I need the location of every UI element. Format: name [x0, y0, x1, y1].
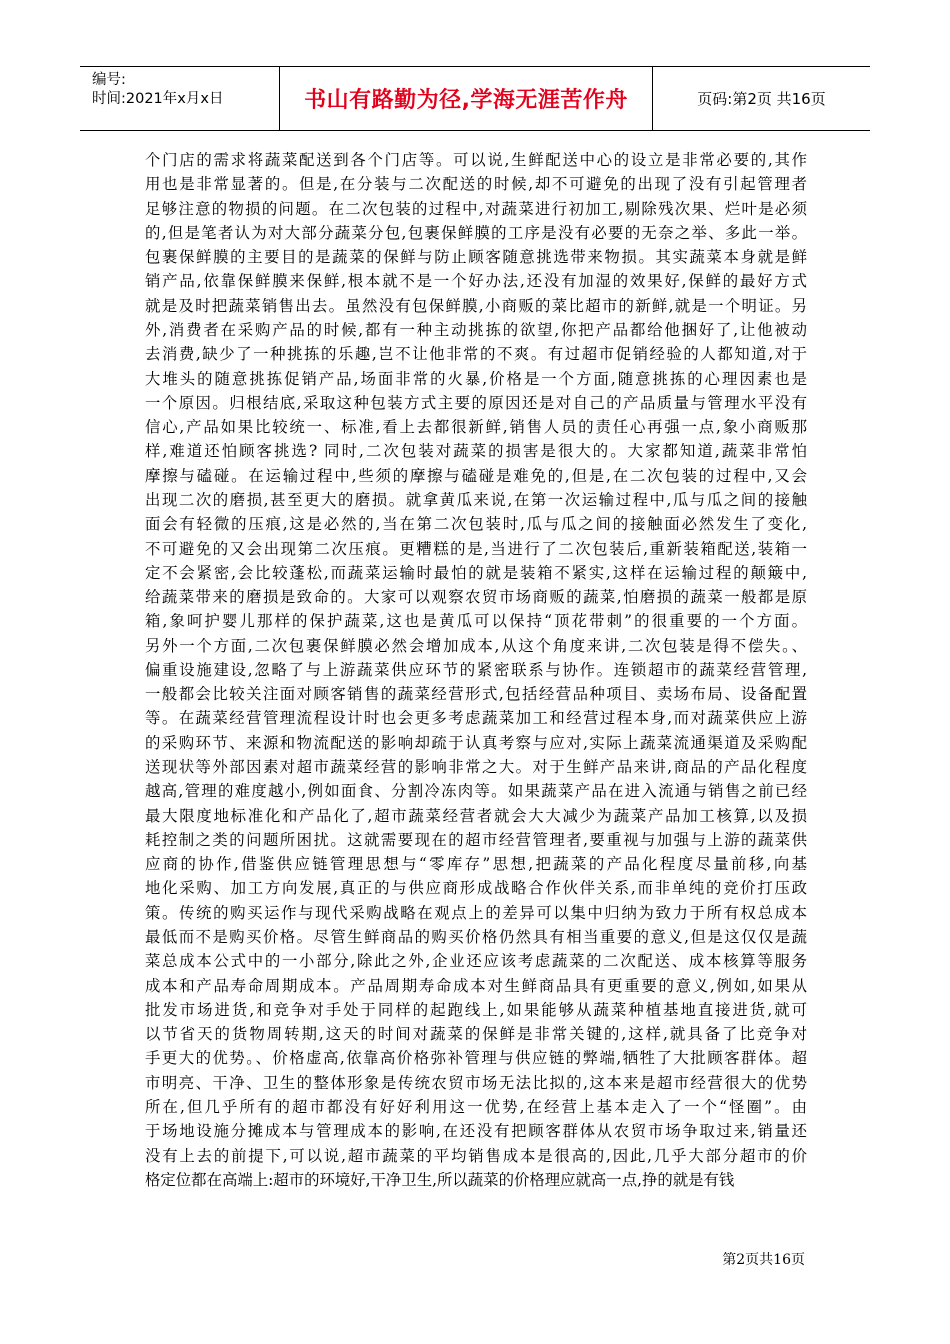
body-line: 手更大的优势。、价格虚高,依靠高价格弥补管理与供应链的弊端,牺牲了大批顾客群体。超: [145, 1049, 807, 1068]
body-line: 给蔬菜带来的磨损是致命的。大家可以观察农贸市场商贩的蔬菜,怕磨损的蔬菜一般都是原: [145, 588, 807, 607]
body-line: 以节省天的货物周转期,这天的时间对蔬菜的保鲜是非常关键的,这样,就具备了比竞争对: [145, 1025, 807, 1044]
body-line: 的采购环节、来源和物流配送的影响却疏于认真考察与应对,实际上蔬菜流通渠道及采购配: [145, 733, 807, 752]
body-line: 耗控制之类的问题所困扰。这就需要现在的超市经营管理者,要重视与加强与上游的蔬菜供: [145, 830, 807, 849]
body-line: 批发市场进货,和竞争对手处于同样的起跑线上,如果能够从蔬菜种植基地直接进货,就可: [145, 1000, 807, 1019]
body-line: 摩擦与磕碰。在运输过程中,些须的摩擦与磕碰是难免的,但是,在二次包装的过程中,又会: [145, 466, 807, 485]
body-line: 应商的协作,借鉴供应链管理思想与“零库存”思想,把蔬菜的产品化程度尽量前移,向基: [145, 855, 807, 874]
body-line: 最大限度地标准化和产品化了,超市蔬菜经营者就会大大减少为蔬菜产品加工核算,以及损: [145, 806, 807, 825]
document-number-label: 编号:: [92, 72, 126, 88]
body-line: 外,消费者在采购产品的时候,都有一种主动挑拣的欲望,你把产品都给他捆好了,让他被动: [145, 320, 807, 339]
body-line: 最低而不是购买价格。尽管生鲜商品的购买价格仍然具有相当重要的意义,但是这仅仅是蔬: [145, 928, 807, 946]
body-line: 送现状等外部因素对超市蔬菜经营的影响非常之大。对于生鲜产品来讲,商品的产品化程度: [145, 758, 807, 777]
body-line: 市明亮、干净、卫生的整体形象是传统农贸市场无法比拟的,这本来是超市经营很大的优势: [145, 1073, 807, 1092]
body-line: 菜总成本公式中的一小部分,除此之外,企业还应该考虑蔬菜的二次配送、成本核算等服务: [145, 952, 807, 971]
body-line: 就是及时把蔬菜销售出去。虽然没有包保鲜膜,小商贩的菜比超市的新鲜,就是一个明证。另: [145, 296, 807, 315]
body-line: 信心,产品如果比较统一、标准,看上去都很新鲜,销售人员的责任心再强一点,象小商贩那: [145, 418, 807, 437]
body-line: 另外一个方面,二次包裹保鲜膜必然会增加成本,从这个角度来讲,二次包装是得不偿失。、: [145, 636, 807, 655]
body-line: 格定位都在高端上:超市的环境好,干净卫生,所以蔬菜的价格理应就高一点,挣的就是有钱: [145, 1170, 735, 1189]
body-line: 包裹保鲜膜的主要目的是蔬菜的保鲜与防止顾客随意挑选带来物损。其实蔬菜本身就是鲜: [145, 248, 807, 267]
body-line: 地化采购、加工方向发展,真正的与供应商形成战略合作伙伴关系,而非单纯的竞价打压政: [145, 879, 807, 898]
body-line: 箱,象呵护婴儿那样的保护蔬菜,这也是黄瓜可以保持“顶花带刺”的很重要的一个方面。: [145, 612, 807, 631]
body-text: [145, 148, 807, 1220]
body-line: 策。传统的购买运作与现代采购战略在观点上的差异可以集中归纳为致力于所有权总成本: [145, 903, 807, 922]
body-line: 大堆头的随意挑拣促销产品,场面非常的火暴,价格是一个方面,随意挑拣的心理因素也是: [145, 369, 807, 388]
body-line: 一个原因。归根结底,采取这种包装方式主要的原因还是对自己的产品质量与管理水平没有: [145, 393, 807, 412]
body-line: 的,但是笔者认为对大部分蔬菜分包,包裹保鲜膜的工序是没有必要的无奈之举、多此一举。: [145, 223, 807, 242]
body-line: 出现二次的磨损,甚至更大的磨损。就拿黄瓜来说,在第一次运输过程中,瓜与瓜之间的接触: [145, 490, 807, 509]
page-header: [80, 66, 870, 131]
document-time-label: 时间:2021年x月x日: [92, 91, 224, 107]
body-line: 不可避免的又会出现第二次压痕。更糟糕的是,当进行了二次包装后,重新装箱配送,装箱一: [145, 539, 807, 558]
body-line: 所在,但几乎所有的超市都没有好好利用这一优势,在经营上基本走入了一个“怪圈”。由: [145, 1097, 807, 1116]
body-line: 越高,管理的难度越小,例如面食、分割冷冻肉等。如果蔬菜产品在进入流通与销售之前已经: [145, 782, 807, 801]
header-meta: [80, 67, 280, 130]
body-line: 销产品,依靠保鲜膜来保鲜,根本就不是一个好办法,还没有加湿的效果好,保鲜的最好方式: [145, 272, 807, 291]
body-line: 去消费,缺少了一种挑拣的乐趣,岂不让他非常的不爽。有过超市促销经验的人都知道,对于: [145, 345, 807, 364]
header-motto: 书山有路勤为径,学海无涯苦作舟: [280, 67, 653, 130]
body-line: 成本和产品寿命周期成本。产品周期寿命成本对生鲜商品具有更重要的意义,例如,如果从: [145, 976, 807, 995]
body-line: 偏重设施建设,忽略了与上游蔬菜供应环节的紧密联系与协作。连锁超市的蔬菜经营管理,: [145, 660, 807, 679]
body-line: 等。在蔬菜经营管理流程设计时也会更多考虑蔬菜加工和经营过程本身,而对蔬菜供应上游: [145, 709, 807, 728]
header-page-number: 页码:第2页 共16页: [697, 90, 826, 108]
body-line: 用也是非常显著的。但是,在分装与二次配送的时候,却不可避免的出现了没有引起管理者: [145, 175, 807, 194]
body-line: 足够注意的物损的问题。在二次包装的过程中,对蔬菜进行初加工,剔除残次果、烂叶是必须: [145, 199, 807, 218]
body-line: 定不会紧密,会比较蓬松,而蔬菜运输时最怕的就是装箱不紧实,这样在运输过程的颠簸中,: [145, 563, 807, 582]
body-line: 于场地设施分摊成本与管理成本的影响,在还没有把顾客群体从农贸市场争取过来,销量还: [145, 1122, 807, 1141]
footer-page-number: 第2页共16页: [722, 1252, 805, 1268]
body-line: 样,难道还怕顾客挑选? 同时,二次包装对蔬菜的损害是很大的。大家都知道,蔬菜非常怕: [145, 442, 807, 461]
body-line: 一般都会比较关注面对顾客销售的蔬菜经营形式,包括经营品种项目、卖场布局、设备配置: [145, 685, 807, 704]
body-line: 没有上去的前提下,可以说,超市蔬菜的平均销售成本是很高的,因此,几乎大部分超市的价: [145, 1146, 807, 1165]
body-line: 个门店的需求将蔬菜配送到各个门店等。可以说,生鲜配送中心的设立是非常必要的,其作: [145, 151, 807, 169]
body-line: 面会有轻微的压痕,这是必然的,当在第二次包装时,瓜与瓜之间的接触面必然发生了变化,: [145, 515, 807, 534]
